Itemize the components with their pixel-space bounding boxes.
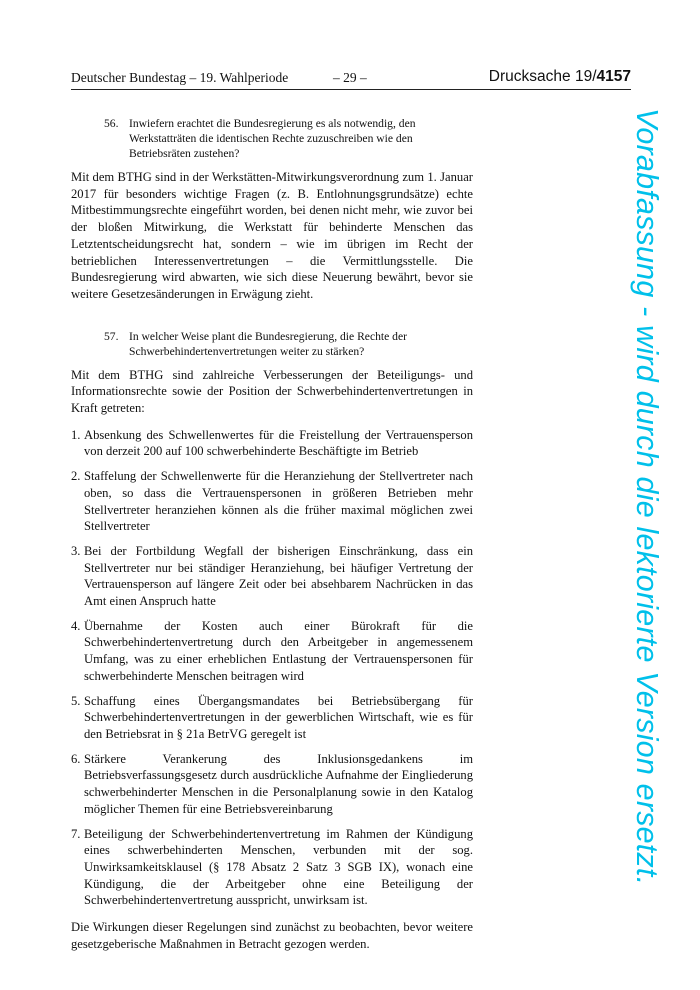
page-header [71, 70, 631, 90]
item-number: 3. [71, 543, 81, 558]
question-number: 56. [104, 117, 119, 130]
list-item [71, 618, 473, 685]
list-item [71, 751, 473, 818]
question-text: In welcher Weise plant die Bundesregierung, die Rechte der Schwerbehindertenvertretungen weiter zu stärken? [129, 329, 407, 358]
item-number: 1. [71, 427, 81, 442]
list-item [71, 468, 473, 535]
item-number: 7. [71, 826, 81, 841]
watermark-text: Vorabfassung - wird durch die lektorierte Version ersetzt. [630, 108, 664, 886]
answer-57-intro: Mit dem BTHG sind zahlreiche Verbesserungen der Beteiligungs- und Informationsrechte sowie der Position der Schwerbehindertenvertretungen in Kraft getreten: [71, 367, 473, 416]
list-item [71, 826, 473, 910]
list-item [71, 693, 473, 743]
document-number [489, 68, 631, 86]
list-item [71, 427, 473, 460]
item-text: Absenkung des Schwellenwertes für die Freistellung der Vertrauensperson von derzeit 200 auf 100 schwerbehinderte Beschäftigte im Betrieb [84, 427, 473, 459]
doc-period: 19/ [574, 68, 597, 85]
list-item [71, 543, 473, 610]
measures-list [71, 427, 473, 909]
item-text: Stärkere Verankerung des Inklusionsgedankens im Betriebsverfassungsgesetz durch ausdrückliche Aufnahme der Eingliederung schwerbehinderter Menschen in die Personalplanung sowie in den Katalog möglicher Themen für eine Betriebsvereinbarung [84, 751, 473, 816]
item-number: 2. [71, 469, 81, 484]
doc-id: 4157 [596, 68, 631, 85]
question-number: 57. [104, 329, 119, 343]
page-number: – 29 – [333, 70, 367, 85]
header-rule [71, 89, 631, 90]
item-text: Übernahme der Kosten auch einer Bürokraft für die Schwerbehindertenvertretung durch den Arbeitgeber in angemessenem Umfang, was zu einer erheblichen Entlastung der Vertrauenspersonen für schwerbehinderte Menschen beitragen wird [84, 618, 473, 683]
question-56 [71, 116, 473, 161]
item-text: Staffelung der Schwellenwerte für die Heranziehung der Stellvertreter nach oben, so dass die Vertrauenspersonen in größeren Betrieben mehr Stellvertreter heranziehen können als die früher maximal möglichen zwei Stellvertreter [84, 469, 473, 534]
item-number: 6. [71, 751, 81, 766]
doc-label: Drucksache [488, 68, 571, 85]
item-number: 5. [71, 693, 81, 708]
item-text: Bei der Fortbildung Wegfall der bisherigen Einschränkung, dass ein Stellvertreter nur bei ständiger Heranziehung, bei häufiger Vertretung der Vertrauensperson auf längere Zeit oder bei absehbarem Nachrücken in das Amt einen Anspruch hatte [84, 543, 473, 609]
item-text: Beteiligung der Schwerbehindertenvertretung im Rahmen der Kündigung eines schwerbehinderten Menschen, verbunden mit der sog. Unwirksamkeitsklausel (§ 178 Absatz 2 Satz 3 SGB IX), wonach eine Kündigung, die der Arbeitgeber ohne eine Beteiligung der Schwerbehindertenvertretung ausspricht, unwirksam ist. [84, 826, 473, 908]
question-text: Inwiefern erachtet die Bundesregierung es als notwendig, den Werkstatträten die identischen Rechte zuzuschreiben wie den Betriebsräten zustehen? [129, 117, 416, 160]
answer-57-outro: Die Wirkungen dieser Regelungen sind zunächst zu beobachten, bevor weitere gesetzgeberische Maßnahmen in Betracht gezogen werden. [71, 920, 473, 951]
item-number: 4. [71, 618, 81, 633]
main-content [71, 116, 473, 962]
question-57 [71, 329, 473, 359]
header-publisher: Deutscher Bundestag – 19. Wahlperiode [71, 70, 289, 85]
item-text: Schaffung eines Übergangsmandates bei Betriebsübergang für Schwerbehindertenvertretungen in der gewerblichen Wirtschaft, wie es für den Betriebsrat in § 21a BetrVG geregelt ist [84, 693, 473, 741]
answer-56: Mit dem BTHG sind in der Werkstätten-Mitwirkungsverordnung zum 1. Januar 2017 für besonders wichtige Fragen (z. B. Entlohnungsgrundsätze) echte Mitbestimmungsrechte eingeführt worden, bei denen nicht mehr, wie zuvor bei der bloßen Mitwirkung, die Werkstatt für behinderte Menschen das Letztentscheidungsrecht hat, sondern – wie im übrigen im Recht der betrieblichen Interessenvertretungen – die Vermittlungsstelle. Die Bundesregierung wird abwarten, wie sich diese Neuerung bewährt, bevor sie weitere Gesetzesänderungen in Erwägung zieht. [71, 170, 473, 301]
